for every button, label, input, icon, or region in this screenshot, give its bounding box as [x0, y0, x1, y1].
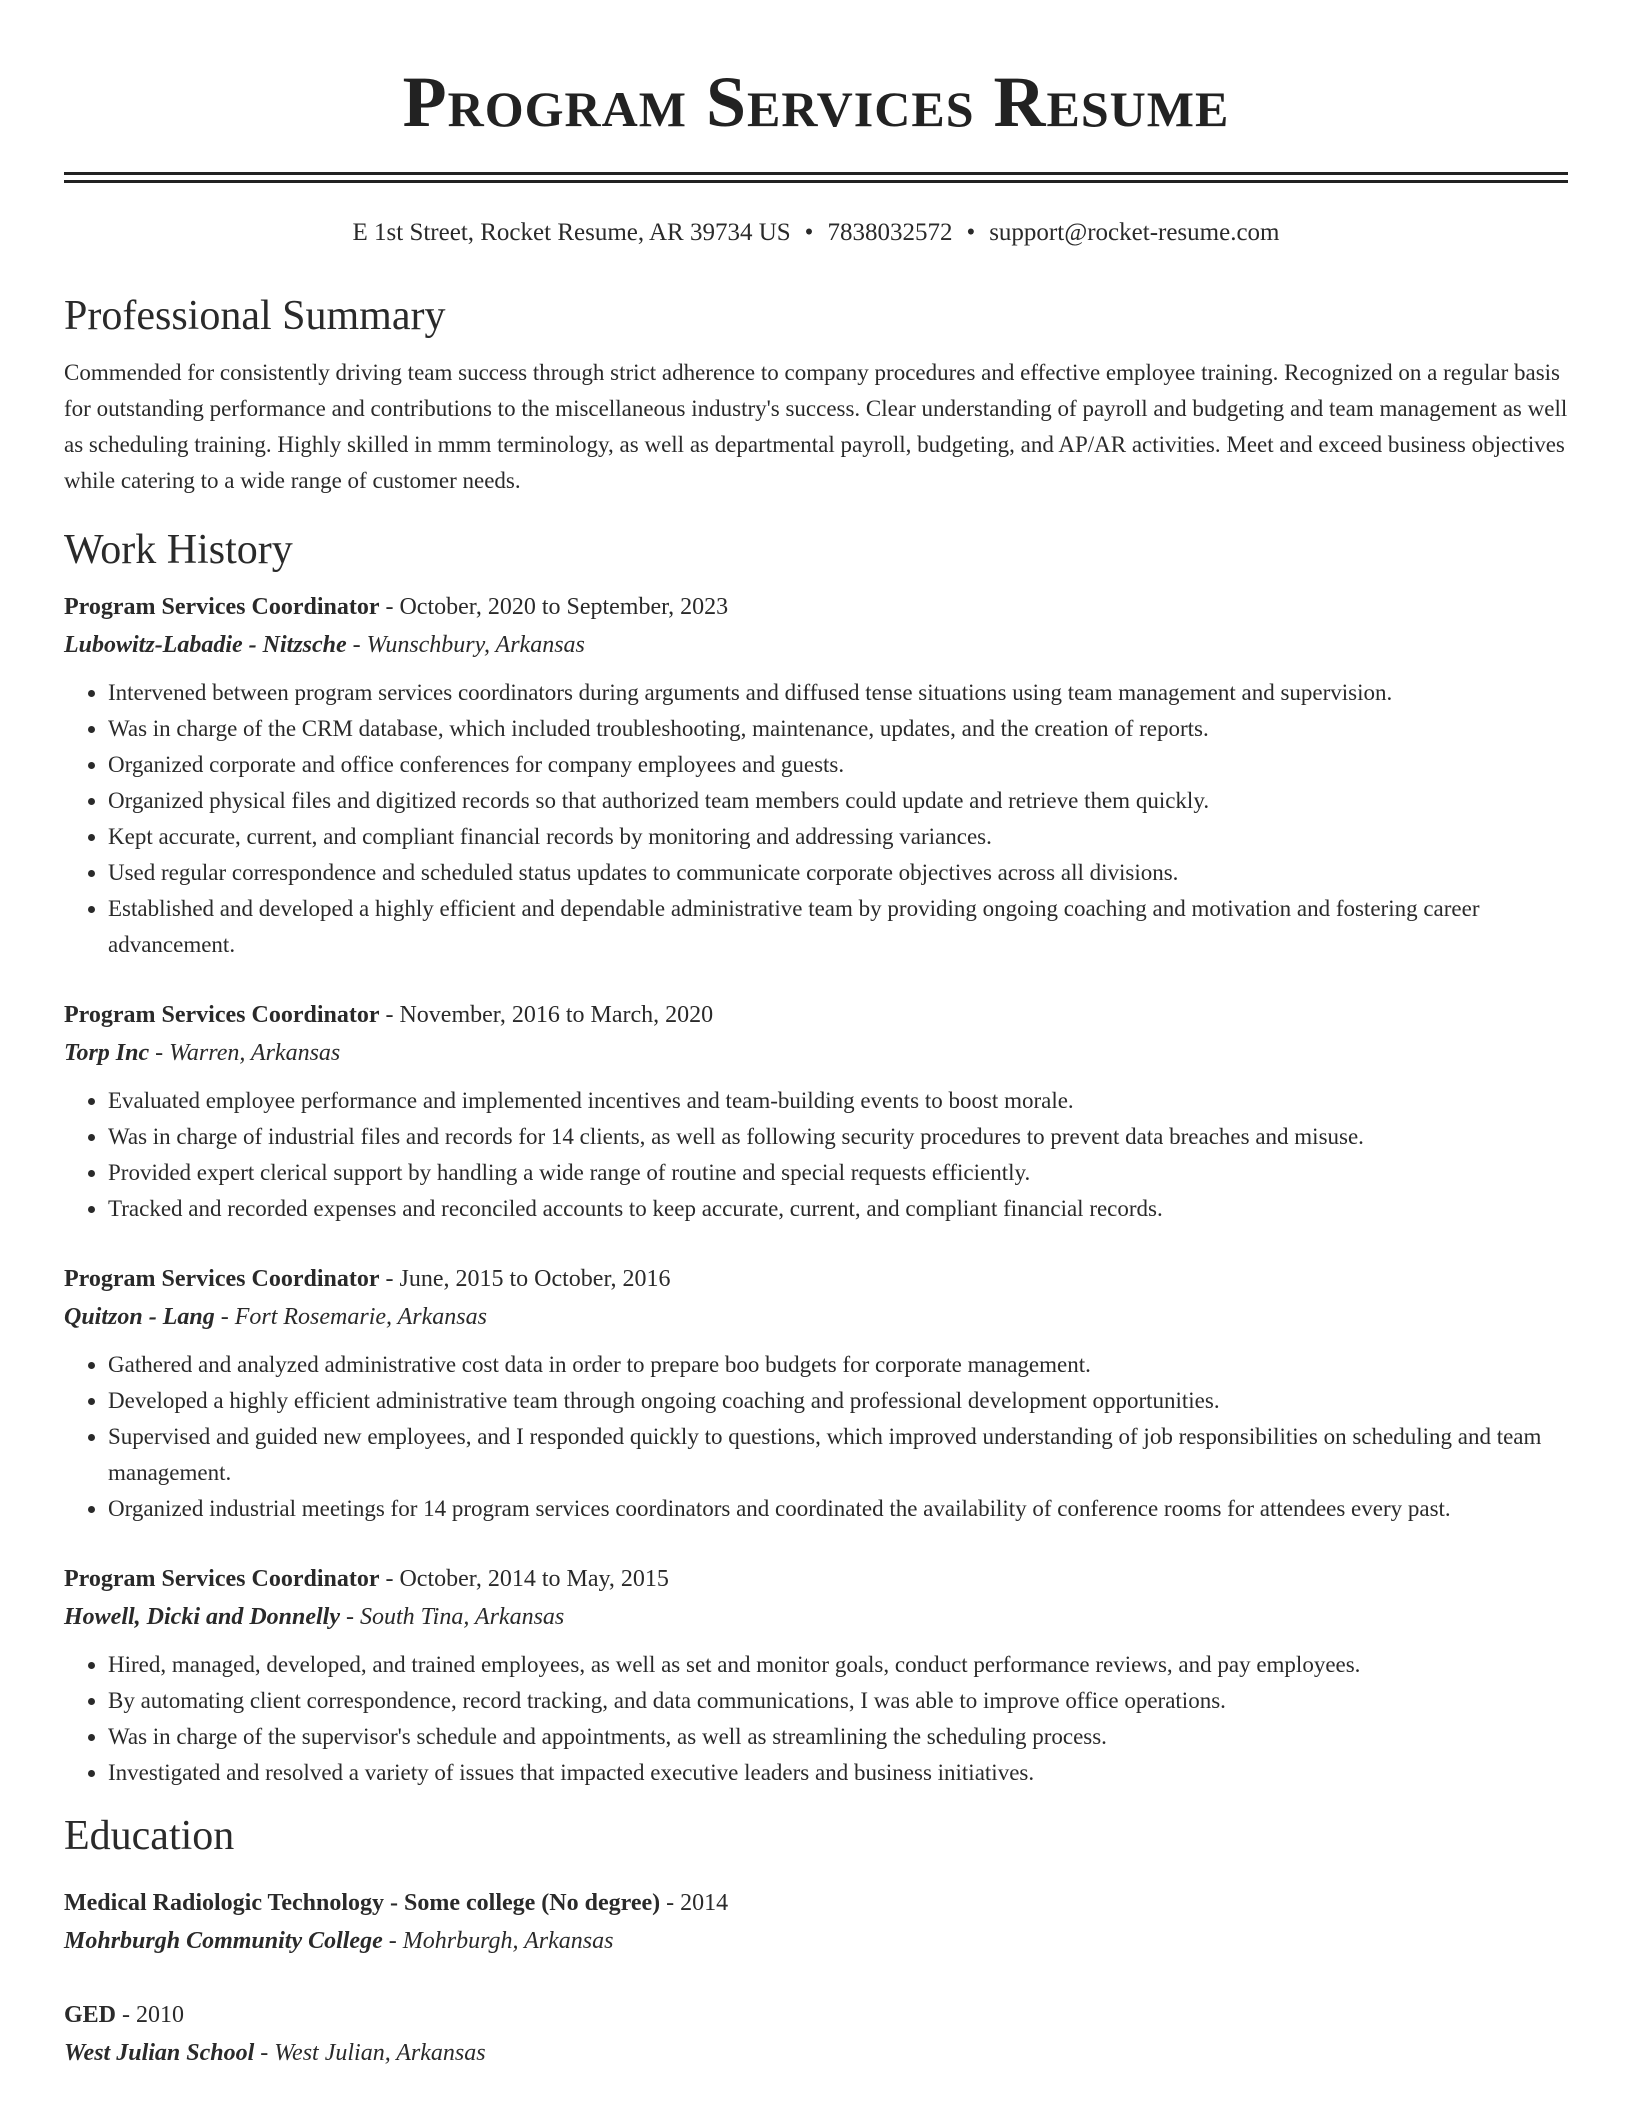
education-location: - Mohrburgh, Arkansas	[382, 1928, 614, 1954]
education-degree-line	[64, 1885, 1568, 1921]
job-entry	[64, 1561, 1568, 1791]
education-heading: Education	[64, 1813, 235, 1859]
job-org-line	[64, 1299, 1568, 1335]
job-company: Lubowitz-Labadie - Nitzsche	[64, 632, 347, 658]
job-bullet: • Provided expert clerical support by handling a wide range of routine and special requests efficiently.	[108, 1155, 1568, 1191]
job-title-line	[64, 997, 1568, 1033]
contact-phone[interactable]: 7838032572	[827, 219, 953, 246]
job-title: Program Services Coordinator	[64, 1566, 380, 1592]
job-dates: - October, 2014 to May, 2015	[379, 1566, 669, 1592]
job-location: - South Tina, Arkansas	[340, 1604, 565, 1630]
job-entry	[64, 589, 1568, 963]
job-bullets	[64, 1347, 1568, 1527]
job-title-line	[64, 1561, 1568, 1597]
summary-heading: Professional Summary	[64, 293, 446, 339]
job-bullet: • Tracked and recorded expenses and reconciled accounts to keep accurate, current, and compliant financial records.	[108, 1191, 1568, 1227]
job-bullet: • Was in charge of the CRM database, which included troubleshooting, maintenance, updates, and the creation of reports.	[108, 711, 1568, 747]
job-bullets	[64, 675, 1568, 963]
job-title: Program Services Coordinator	[64, 1266, 380, 1292]
education-school: West Julian School	[64, 2040, 255, 2066]
job-dates: - October, 2020 to September, 2023	[379, 594, 729, 620]
job-company: Howell, Dicki and Donnelly	[64, 1604, 340, 1630]
contact-line	[64, 217, 1568, 249]
contact-address: E 1st Street, Rocket Resume, AR 39734 US	[352, 219, 791, 246]
job-org-line	[64, 1599, 1568, 1635]
job-bullet: • Investigated and resolved a variety of issues that impacted executive leaders and business initiatives.	[108, 1755, 1568, 1791]
job-bullet: • Supervised and guided new employees, and I responded quickly to questions, which improved understanding of job responsibilities on scheduling and team management.	[108, 1419, 1568, 1491]
page-title: Program Services Resume	[402, 62, 1230, 142]
job-org-line	[64, 627, 1568, 663]
job-bullet: • Used regular correspondence and scheduled status updates to communicate corporate objectives across all divisions.	[108, 855, 1568, 891]
job-bullet: • Intervened between program services coordinators during arguments and diffused tense situations using team management and supervision.	[108, 675, 1568, 711]
job-bullet: • Organized industrial meetings for 14 program services coordinators and coordinated the availability of conference rooms for attendees every past.	[108, 1491, 1568, 1527]
education-year: - 2014	[660, 1890, 729, 1916]
job-bullet: • Developed a highly efficient administrative team through ongoing coaching and professional development opportunities.	[108, 1383, 1568, 1419]
education-degree: Medical Radiologic Technology - Some college (No degree)	[64, 1890, 661, 1916]
education-school-line	[64, 2035, 1568, 2071]
resume-page	[64, 0, 1568, 2071]
job-entry	[64, 997, 1568, 1227]
education-entry	[64, 1997, 1568, 2071]
education-year: - 2010	[116, 2002, 185, 2028]
education-degree-line	[64, 1997, 1568, 2033]
job-dates: - November, 2016 to March, 2020	[379, 1002, 714, 1028]
job-bullet: • Was in charge of industrial files and records for 14 clients, as well as following security procedures to prevent data breaches and misuse.	[108, 1119, 1568, 1155]
education-school-line	[64, 1923, 1568, 1959]
job-bullet: • Hired, managed, developed, and trained employees, as well as set and monitor goals, conduct performance reviews, and pay employees.	[108, 1647, 1568, 1683]
work-history-heading: Work History	[64, 527, 293, 573]
job-bullets	[64, 1647, 1568, 1791]
job-bullet: • Kept accurate, current, and compliant financial records by monitoring and addressing variances.	[108, 819, 1568, 855]
education-school: Mohrburgh Community College	[64, 1928, 383, 1954]
job-title: Program Services Coordinator	[64, 594, 380, 620]
education-degree: GED	[64, 2002, 117, 2028]
job-entry	[64, 1261, 1568, 1527]
job-location: - Fort Rosemarie, Arkansas	[214, 1304, 487, 1330]
job-bullet: • Established and developed a highly efficient and dependable administrative team by providing ongoing coaching and motivation and fostering career advancement.	[108, 891, 1568, 963]
job-bullet: • Organized corporate and office conferences for company employees and guests.	[108, 747, 1568, 783]
job-location: - Warren, Arkansas	[149, 1040, 341, 1066]
job-company: Torp Inc	[64, 1040, 150, 1066]
job-dates: - June, 2015 to October, 2016	[379, 1266, 671, 1292]
job-bullet: • By automating client correspondence, record tracking, and data communications, I was able to improve office operations.	[108, 1683, 1568, 1719]
job-bullet: • Was in charge of the supervisor's schedule and appointments, as well as streamlining the scheduling process.	[108, 1719, 1568, 1755]
job-title-line	[64, 589, 1568, 625]
contact-separator: •	[966, 219, 976, 246]
job-org-line	[64, 1035, 1568, 1071]
job-bullet: • Gathered and analyzed administrative cost data in order to prepare boo budgets for corporate management.	[108, 1347, 1568, 1383]
job-bullets	[64, 1083, 1568, 1227]
job-bullet: • Organized physical files and digitized records so that authorized team members could update and retrieve them quickly.	[108, 783, 1568, 819]
education-location: - West Julian, Arkansas	[254, 2040, 486, 2066]
contact-email[interactable]: support@rocket-resume.com	[989, 219, 1280, 246]
summary-text: Commended for consistently driving team success through strict adherence to company procedures and effective employee training. Recognized on a regular basis for outstanding performance and contributions to the miscellaneous industry's success. Clear understanding of payroll and budgeting and team management as well as scheduling training. Highly skilled in mmm terminology, as well as departmental payroll, budgeting, and AP/AR activities. Meet and exceed business objectives while catering to a wide range of customer needs.	[64, 360, 1568, 493]
job-bullet: • Evaluated employee performance and implemented incentives and team-building events to boost morale.	[108, 1083, 1568, 1119]
education-entry	[64, 1885, 1568, 1959]
job-title-line	[64, 1261, 1568, 1297]
contact-separator: •	[804, 219, 814, 246]
job-title: Program Services Coordinator	[64, 1002, 380, 1028]
title-divider	[64, 172, 1568, 183]
job-location: - Wunschbury, Arkansas	[346, 632, 585, 658]
job-company: Quitzon - Lang	[64, 1304, 215, 1330]
